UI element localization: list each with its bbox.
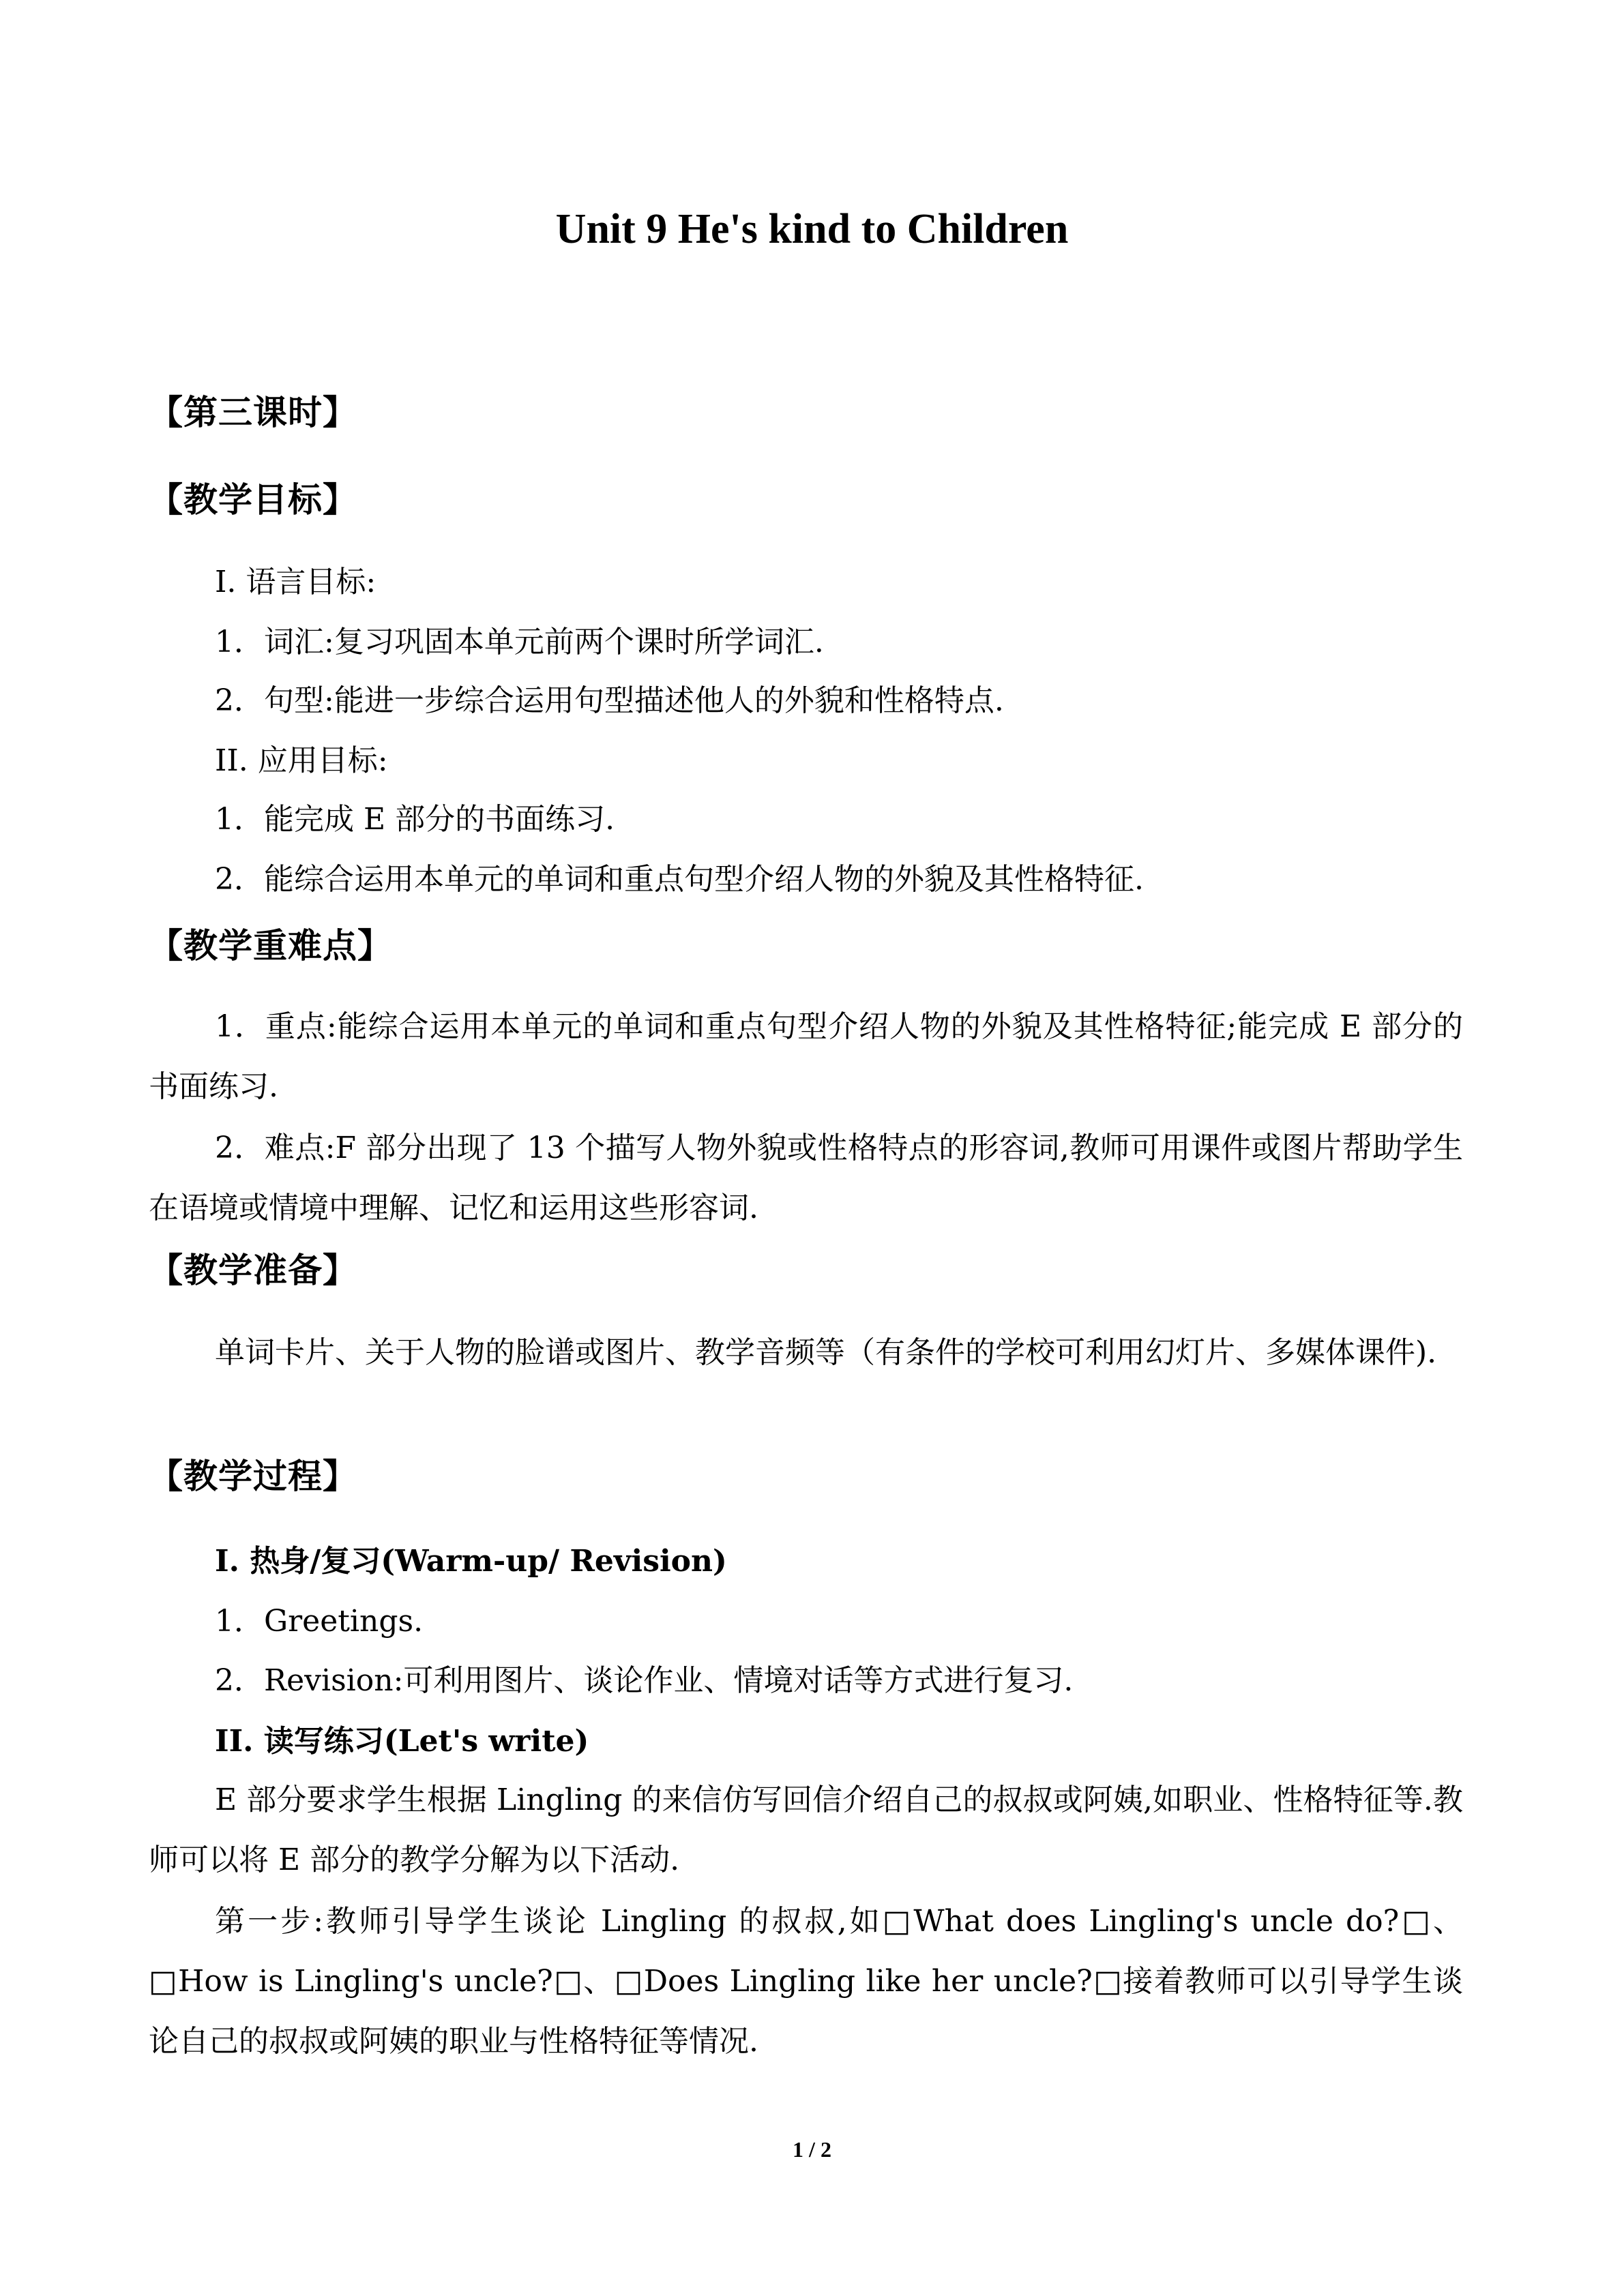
page-number: 1 / 2 xyxy=(793,2137,831,2162)
section-heading-process: 【教学过程】 xyxy=(149,1457,357,1496)
document-title: Unit 9 He's kind to Children xyxy=(555,206,1069,252)
goal-line-3: 2．句型:能进一步综合运用句型描述他人的外貌和性格特点. xyxy=(215,683,1004,718)
goal-line-1: I. 语言目标: xyxy=(215,565,377,599)
warmup-heading: I. 热身/复习(Warm-up/ Revision) xyxy=(215,1544,727,1579)
section-heading-goals: 【教学目标】 xyxy=(149,480,357,520)
warmup-line-2: 2．Revision:可利用图片、谈论作业、情境对话等方式进行复习. xyxy=(215,1663,1074,1698)
goal-line-2: 1．词汇:复习巩固本单元前两个课时所学词汇. xyxy=(215,625,824,659)
section-heading-keypoints: 【教学重难点】 xyxy=(149,926,392,966)
goal-line-6: 2．能综合运用本单元的单词和重点句型介绍人物的外貌及其性格特征. xyxy=(215,862,1144,897)
section-heading-prep: 【教学准备】 xyxy=(149,1251,357,1290)
goal-line-5: 1．能完成 E 部分的书面练习. xyxy=(215,802,615,837)
keypoints-paragraph-2: 2．难点:F 部分出现了 13 个描写人物外貌或性格特点的形容词,教师可用课件或图片帮助学生在语境或情境中理解、记忆和运用这些形容词. xyxy=(149,1131,1463,1225)
write-paragraph-1: E 部分要求学生根据 Lingling 的来信仿写回信介绍自己的叔叔或阿姨,如职业、性格特征等.教师可以将 E 部分的教学分解为以下活动. xyxy=(149,1783,1463,1877)
write-paragraph-2: 第一步:教师引导学生谈论 Lingling 的叔叔,如□What does Lingling's uncle do?□、□How is Lingling's uncle?□、□Does Lingling like her uncle?□接着教师可以引导学生谈论自己的叔叔或阿姨的职业与性格特征等情况. xyxy=(149,1904,1463,2059)
goal-line-4: II. 应用目标: xyxy=(215,743,388,778)
write-heading: II. 读写练习(Let's write) xyxy=(215,1724,589,1759)
keypoints-paragraph-1: 1．重点:能综合运用本单元的单词和重点句型介绍人物的外貌及其性格特征;能完成 E 部分的书面练习. xyxy=(149,1009,1463,1104)
warmup-line-1: 1．Greetings. xyxy=(215,1604,424,1639)
section-heading-period: 【第三课时】 xyxy=(149,393,357,432)
prep-paragraph: 单词卡片、关于人物的脸谱或图片、教学音频等（有条件的学校可利用幻灯片、多媒体课件). xyxy=(215,1335,1437,1370)
